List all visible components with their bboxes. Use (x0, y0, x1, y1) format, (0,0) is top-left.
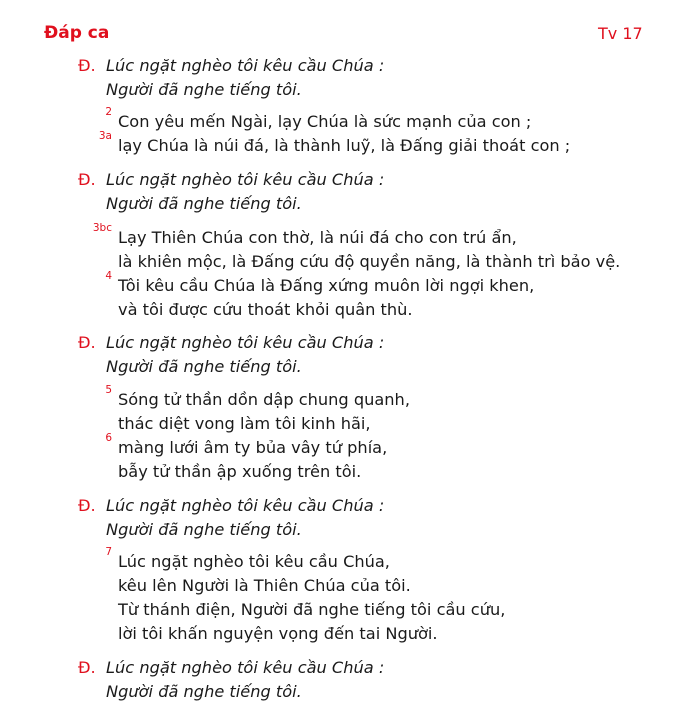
verse-line (0, 298, 696, 322)
verse-text: thác diệt vong làm tôi kinh hãi, (118, 414, 371, 433)
response-block (0, 331, 696, 379)
verse-line (0, 622, 696, 646)
verse-text: Lúc ngặt nghèo tôi kêu cầu Chúa, (118, 552, 390, 571)
psalm-reference: Tv 17 (598, 24, 643, 43)
verse-number: 6 (105, 432, 112, 444)
verse-number: 5 (105, 384, 112, 396)
verse-line (0, 384, 696, 412)
page-header (0, 0, 696, 50)
verse-stanza (0, 106, 696, 158)
response-mark: Đ. (78, 333, 96, 352)
verse-line (0, 574, 696, 598)
response-block (0, 494, 696, 542)
verse-number: 2 (105, 106, 112, 118)
verse-number: 7 (105, 546, 112, 558)
verse-stanza (0, 384, 696, 484)
section-title: Đáp ca (44, 23, 110, 43)
response-block (0, 168, 696, 216)
response-line-2: Người đã nghe tiếng tôi. (106, 194, 302, 213)
verse-text: Sóng tử thần dồn dập chung quanh, (118, 390, 410, 409)
response-line-1: Lúc ngặt nghèo tôi kêu cầu Chúa : (106, 658, 385, 677)
response-line-1: Lúc ngặt nghèo tôi kêu cầu Chúa : (106, 56, 385, 75)
verse-number: 3a (98, 130, 112, 142)
verse-text: Lạy Thiên Chúa con thờ, là núi đá cho con trú ẩn, (118, 228, 517, 247)
verse-text: Tôi kêu cầu Chúa là Đấng xứng muôn lời ngợi khen, (118, 276, 535, 295)
verse-text: màng lưới âm ty bủa vây tứ phía, (118, 438, 388, 457)
response-mark: Đ. (78, 496, 96, 515)
response-line-2: Người đã nghe tiếng tôi. (106, 682, 302, 701)
verse-text: Con yêu mến Ngài, lạy Chúa là sức mạnh của con ; (118, 112, 532, 131)
verse-line (0, 598, 696, 622)
verse-text: và tôi được cứu thoát khỏi quân thù. (118, 300, 413, 319)
verse-text: lạy Chúa là núi đá, là thành luỹ, là Đấng giải thoát con ; (118, 136, 571, 155)
response-mark: Đ. (78, 170, 96, 189)
response-line-1: Lúc ngặt nghèo tôi kêu cầu Chúa : (106, 333, 385, 352)
verse-text: lời tôi khấn nguyện vọng đến tai Người. (118, 624, 438, 643)
verse-stanza (0, 222, 696, 322)
response-mark: Đ. (78, 658, 96, 677)
response-line-2: Người đã nghe tiếng tôi. (106, 520, 302, 539)
response-block (0, 656, 696, 704)
response-line-2: Người đã nghe tiếng tôi. (106, 80, 302, 99)
verse-number: 3bc (92, 222, 112, 234)
response-line-1: Lúc ngặt nghèo tôi kêu cầu Chúa : (106, 496, 385, 515)
verse-line (0, 222, 696, 250)
verse-text: Từ thánh điện, Người đã nghe tiếng tôi cầu cứu, (118, 600, 506, 619)
verse-line (0, 270, 696, 298)
verse-line (0, 460, 696, 484)
verse-line (0, 432, 696, 460)
verse-number: 4 (105, 270, 112, 282)
verse-text: bẫy tử thần ập xuống trên tôi. (118, 462, 362, 481)
verse-line (0, 130, 696, 158)
verse-line (0, 546, 696, 574)
response-line-1: Lúc ngặt nghèo tôi kêu cầu Chúa : (106, 170, 385, 189)
response-mark: Đ. (78, 56, 96, 75)
verse-text: kêu lên Người là Thiên Chúa của tôi. (118, 576, 411, 595)
verse-text: là khiên mộc, là Đấng cứu độ quyền năng, là thành trì bảo vệ. (118, 252, 621, 271)
verse-stanza (0, 546, 696, 646)
response-line-2: Người đã nghe tiếng tôi. (106, 357, 302, 376)
response-block (0, 54, 696, 102)
